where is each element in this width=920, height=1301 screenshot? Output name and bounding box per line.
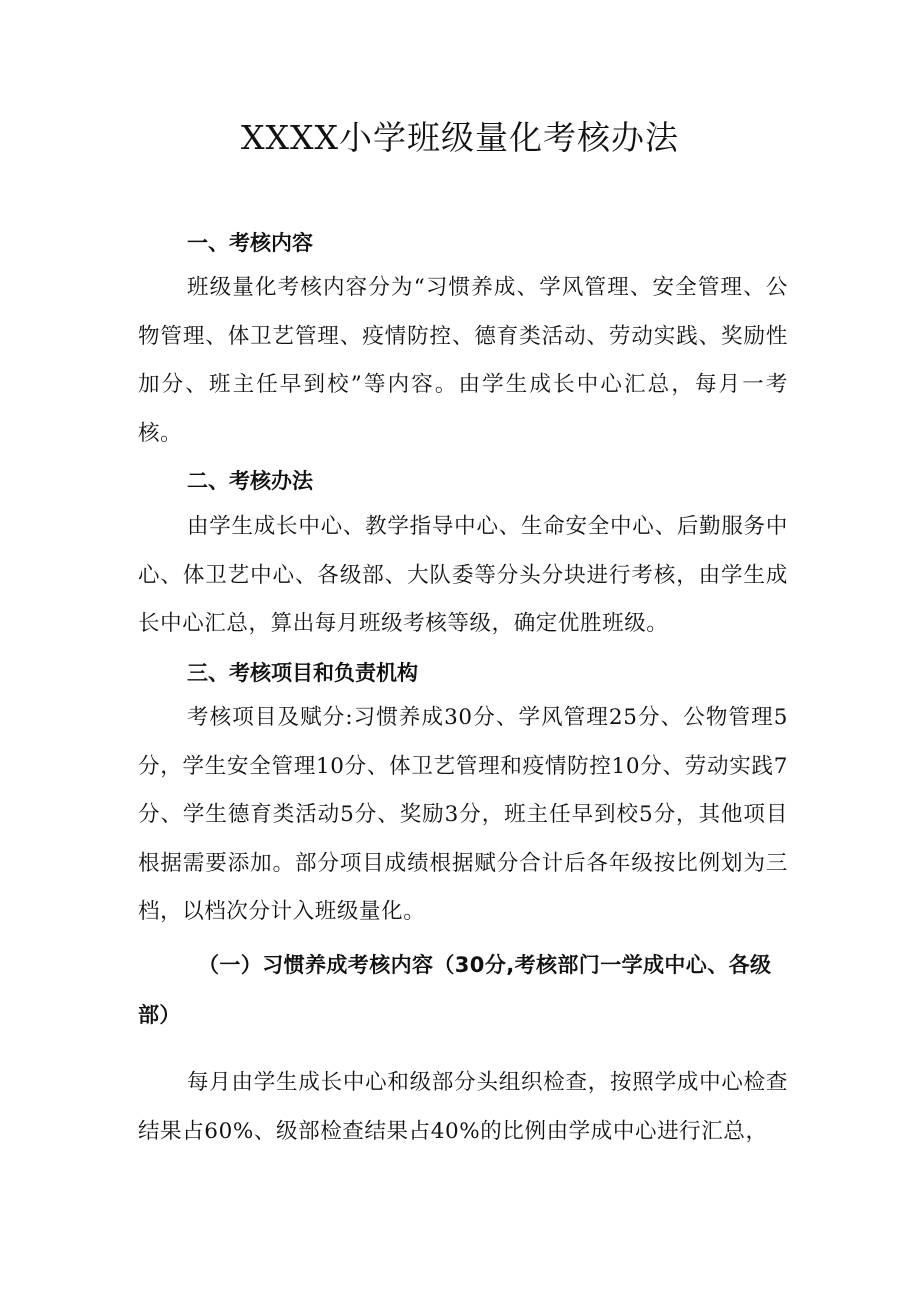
section-heading-content: 一、考核内容 <box>187 231 313 255</box>
document-title: XXXX小学班级量化考核办法 <box>241 118 679 157</box>
subsection-heading-habits: （一）习惯养成考核内容（30分,考核部门一学成中心、各级部） <box>138 953 772 1027</box>
section-heading-items: 三、考核项目和负责机构 <box>187 661 418 685</box>
section-body-content: 班级量化考核内容分为“习惯养成、学风管理、安全管理、公物管理、体卫艺管理、疫情防控、德育类活动、劳动实践、奖励性加分、班主任早到校”等内容。由学生成长中心汇总，每月一考核。 <box>138 275 788 446</box>
section-body-method: 由学生成长中心、教学指导中心、生命安全中心、后勤服务中心、体卫艺中心、各级部、大队委等分头分块进行考核，由学生成长中心汇总，算出每月班级考核等级，确定优胜班级。 <box>138 514 788 636</box>
subsection-body-habits: 每月由学生成长中心和级部分头组织检查，按照学成中心检查结果占60%、级部检查结果占40%的比例由学成中心进行汇总， <box>138 1070 788 1144</box>
section-body-items: 考核项目及赋分:习惯养成30分、学风管理25分、公物管理5分，学生安全管理10分、体卫艺管理和疫情防控10分、劳动实践7分、学生德育类活动5分、奖励3分，班主任早到校5分，其他项目根据需要添加。部分项目成绩根据赋分合计后各年级按比例划为三档，以档次分计入班级量化。 <box>138 705 788 924</box>
section-heading-method: 二、考核办法 <box>187 469 313 493</box>
